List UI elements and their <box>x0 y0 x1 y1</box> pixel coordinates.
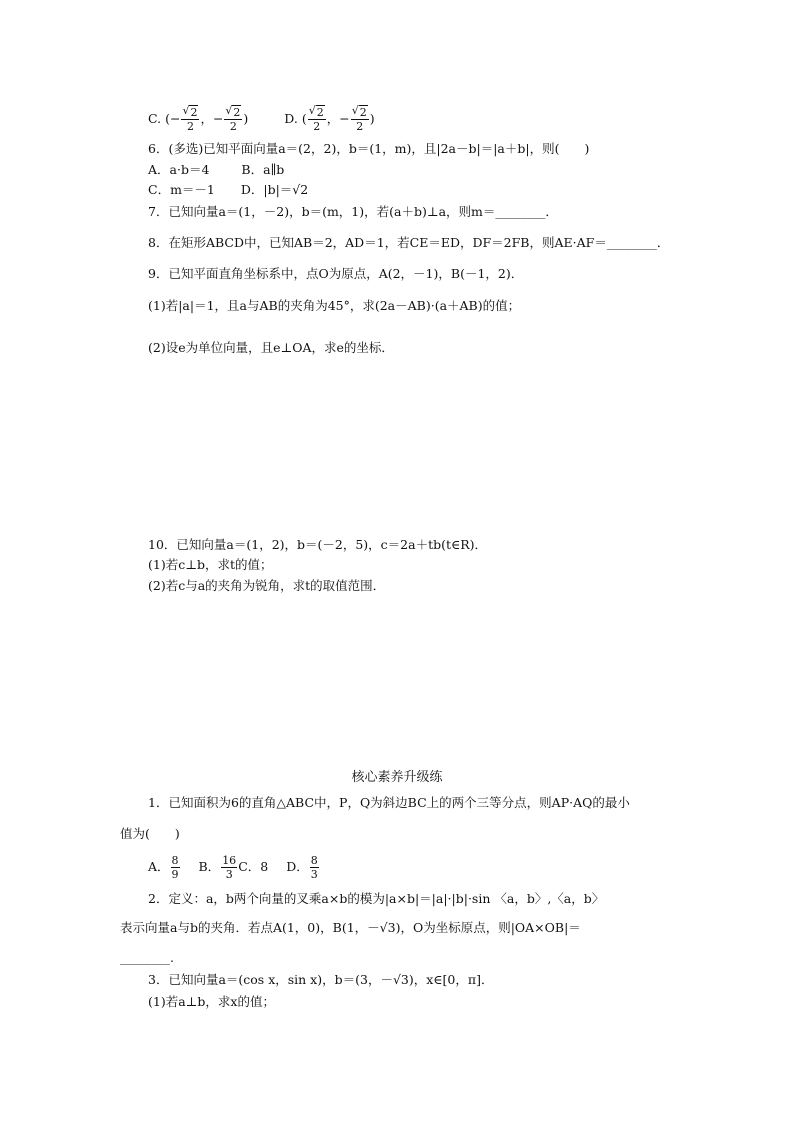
q9-part1: (1)若|a|＝1，且a与AB的夹角为45°，求(2a－AB)·(a＋AB)的值； <box>148 298 521 313</box>
q5-option-c-label: C. <box>148 111 162 126</box>
q6-options-cd <box>148 182 308 198</box>
s1-stem-line1: 1．已知面积为6的直角△ABC中，P，Q为斜边BC上的两个三等分点，则AP·AQ的最小 <box>148 795 630 810</box>
q6-stem: 6．(多选)已知平面向量a＝(2，2)，b＝(1，m)，且|2a－b|＝|a＋b|，则( ) <box>148 141 590 156</box>
section-title: 核心素养升级练 <box>351 770 443 785</box>
q9-stem: 9．已知平面直角坐标系中，点O为原点，A(2，－1)，B(－1，2)． <box>148 266 524 281</box>
q8-stem: 8．在矩形ABCD中，已知AB＝2，AD＝1，若CE＝ED，DF＝2FB，则AE·AF＝________． <box>148 235 670 250</box>
q7-stem: 7．已知向量a＝(1，－2)，b＝(m，1)，若(a＋b)⊥a，则m＝________． <box>148 204 558 219</box>
q6-option-d: D．|b|＝√2 <box>240 182 309 197</box>
q6-option-b: B．a∥b <box>241 162 285 177</box>
s2-stem-line2: 表示向量a与b的夹角．若点A(1，0)，B(1，－√3)，O为坐标原点，则|OA×OB|＝ <box>120 920 581 935</box>
q10-part1: (1)若c⊥b，求t的值； <box>148 557 273 572</box>
s2-stem-line1: 2．定义：a，b两个向量的叉乘a×b的模为|a×b|＝|a|·|b|·sin 〈a，b〉,〈a，b〉 <box>148 891 605 906</box>
q6-option-c: C．m＝－1 <box>148 182 215 197</box>
q5-option-d-label: D. <box>284 111 298 126</box>
q5-options: C. (− √ 2 2 ，− √ 2 2 ) D. ( √ 2 2 ，− √ 2 2 ) <box>148 104 375 133</box>
s3-part1: (1)若a⊥b，求x的值； <box>148 994 275 1009</box>
s1-options: A． $\frac{8}{9}$ B． $\frac{16}{3}$ C．8 D． $\frac{8}{3}$ <box>148 854 318 881</box>
q10-part2: (2)若c与a的夹角为锐角，求t的取值范围． <box>148 578 386 593</box>
s3-stem: 3．已知向量a＝(cos x，sin x)，b＝(3，－√3)，x∈[0，π]． <box>148 972 494 987</box>
s1-stem-line2: 值为( ) <box>120 826 180 841</box>
q10-stem: 10．已知向量a＝(1，2)，b＝(－2，5)，c＝2a＋tb(t∈R)． <box>148 537 488 552</box>
q6-option-a: A．a·b＝4 <box>148 162 210 177</box>
q9-part2: (2)设e为单位向量，且e⊥OA，求e的坐标． <box>148 340 394 355</box>
s2-stem-line3: ________. <box>120 950 174 965</box>
q6-options-ab <box>148 162 284 178</box>
